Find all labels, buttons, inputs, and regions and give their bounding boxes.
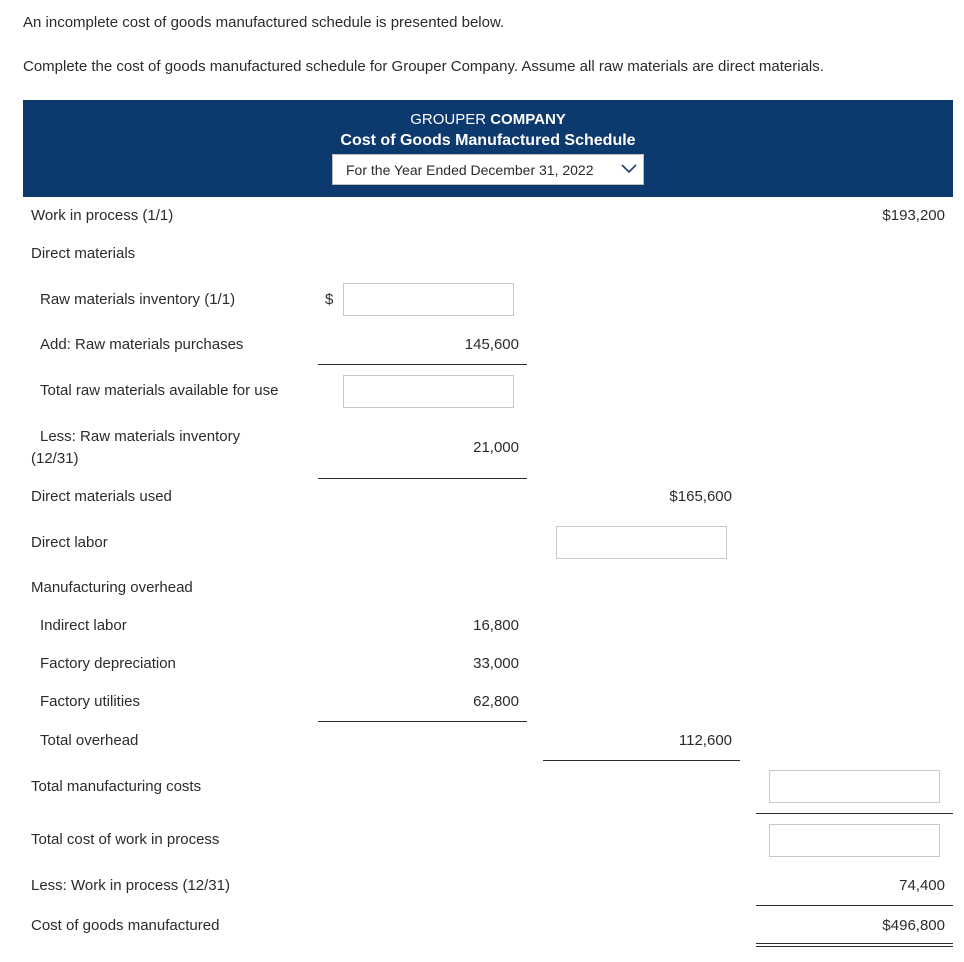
rm-end-label-line2: (12/31) [31,450,79,467]
intro-line-1: An incomplete cost of goods manufactured schedule is presented below. [23,14,505,31]
rule-overhead-items [318,721,527,722]
rm-available-input[interactable] [343,375,514,408]
total-mfg-input[interactable] [769,770,940,803]
rm-purchases-amount: 145,600 [464,336,519,353]
wip-end-amount: 74,400 [899,877,945,894]
overhead-label: Manufacturing overhead [31,579,193,596]
direct-labor-input[interactable] [556,526,727,559]
factory-depreciation-label: Factory depreciation [40,655,176,672]
wip-begin-amount: $193,200 [882,207,945,224]
total-wip-input[interactable] [769,824,940,857]
wip-begin-label: Work in process (1/1) [31,207,174,224]
cogm-label: Cost of goods manufactured [31,917,220,934]
total-mfg-label: Total manufacturing costs [31,778,202,795]
dm-used-label: Direct materials used [31,488,172,505]
currency-symbol: $ [325,291,334,308]
indirect-labor-amount: 16,800 [473,617,519,634]
cogm-amount: $496,800 [882,917,945,934]
factory-utilities-amount: 62,800 [473,693,519,710]
rule-wip-end [756,905,953,906]
rule-rm-purchases [318,364,527,365]
rm-available-label: Total raw materials available for use [40,382,279,399]
dm-used-amount: $165,600 [669,488,732,505]
rm-end-amount: 21,000 [473,439,519,456]
period-dropdown-value: For the Year Ended December 31, 2022 [346,162,594,178]
rm-purchases-label: Add: Raw materials purchases [40,336,244,353]
direct-materials-label: Direct materials [31,245,136,262]
double-rule-cogm [756,943,953,947]
rule-total-mfg [756,813,953,814]
rule-total-overhead [543,760,740,761]
schedule-header [23,100,953,197]
company-name: GROUPER COMPANY [410,111,566,128]
total-wip-label: Total cost of work in process [31,831,220,848]
factory-utilities-label: Factory utilities [40,693,141,710]
chevron-down-icon [621,162,637,176]
total-overhead-label: Total overhead [40,732,139,749]
rm-begin-input[interactable] [343,283,514,316]
rm-end-label-line1: Less: Raw materials inventory [40,428,241,445]
indirect-labor-label: Indirect labor [40,617,127,634]
period-dropdown[interactable] [332,154,644,185]
schedule-title: Cost of Goods Manufactured Schedule [340,132,636,149]
rule-rm-end [318,478,527,479]
total-overhead-amount: 112,600 [678,732,732,749]
intro-line-2: Complete the cost of goods manufactured schedule for Grouper Company. Assume all raw materials are direct materials. [23,58,824,75]
rm-begin-label: Raw materials inventory (1/1) [40,291,236,308]
wip-end-label: Less: Work in process (12/31) [31,877,230,894]
factory-depreciation-amount: 33,000 [473,655,519,672]
direct-labor-label: Direct labor [31,534,108,551]
